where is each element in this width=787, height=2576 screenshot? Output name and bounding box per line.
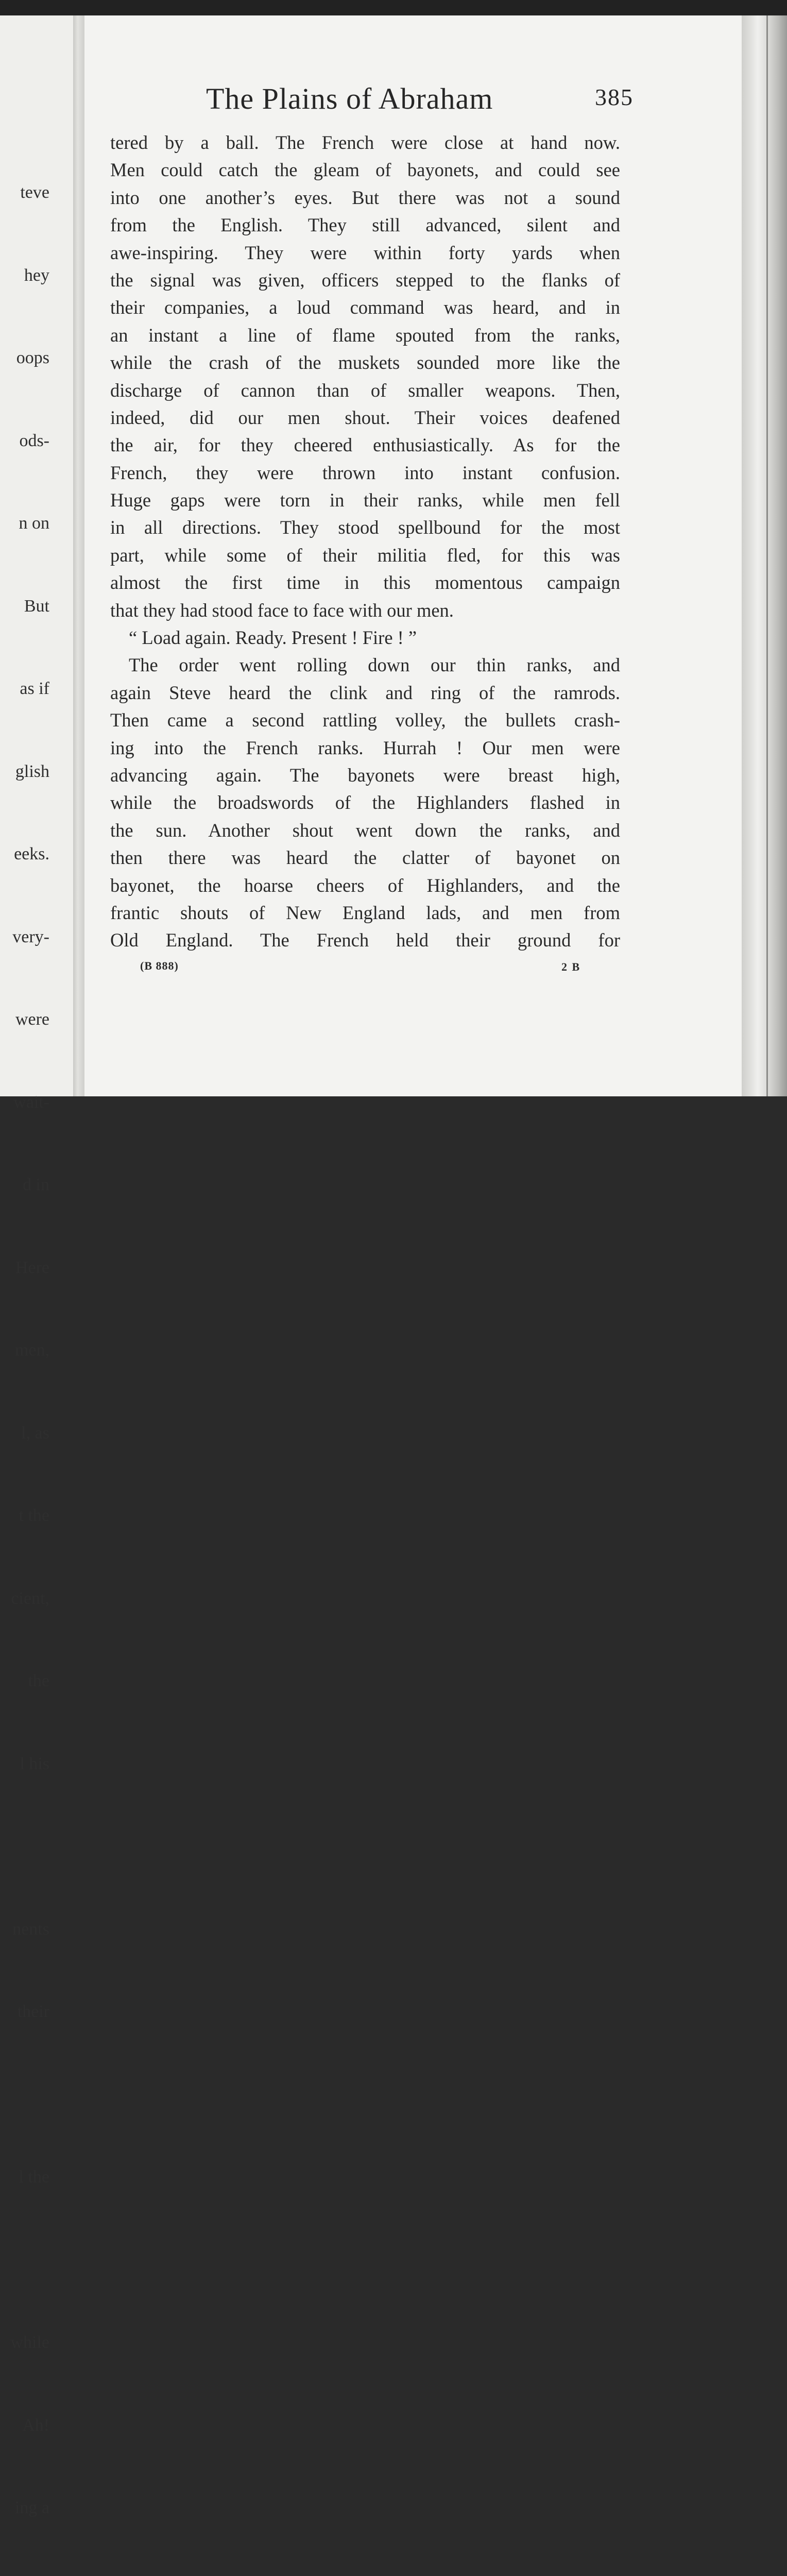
left-fragment-line: as if xyxy=(20,679,49,698)
book-gutter xyxy=(73,15,84,1096)
paragraph-first-line: The order went rolling down our thin ranks, and xyxy=(129,654,620,676)
text-line: in all directions. They stood spellbound for the most xyxy=(110,517,620,538)
left-fragment-line: the xyxy=(28,1671,49,1690)
running-title: The Plains of Abraham xyxy=(206,82,493,115)
left-fragment-line: l, as xyxy=(21,1423,49,1443)
text-line: the sun. Another shout went down the ranks, and xyxy=(110,819,620,841)
left-fragment-line: their xyxy=(17,2002,49,2021)
text-line: part, while some of their militia fled, for this was xyxy=(110,544,620,566)
text-line: the air, for they cheered enthusiastically. As for the xyxy=(110,434,620,456)
text-line: their companies, a loud command was heard, and in xyxy=(110,297,620,318)
text-line: the signal was given, officers stepped to the flanks of xyxy=(110,269,620,291)
left-fragment-line: men, xyxy=(14,1341,49,1360)
text-line: Huge gaps were torn in their ranks, while men fell xyxy=(110,489,620,511)
left-fragment-line: cient, xyxy=(11,1588,49,1608)
text-line: while the crash of the muskets sounded more like the xyxy=(110,352,620,374)
text-line: that they had stood face to face with our men. xyxy=(110,599,454,621)
page-body-text xyxy=(110,129,620,954)
left-page xyxy=(0,15,73,2517)
page-number: 385 xyxy=(595,84,634,110)
text-line: bayonet, the hoarse cheers of Highlanders, and the xyxy=(110,874,620,896)
text-line: Old England. The French held their ground for xyxy=(110,929,620,951)
text-line: into one another’s eyes. But there was not a sound xyxy=(110,187,620,208)
left-fragment-line xyxy=(10,2081,49,2109)
left-fragment-line: ods- xyxy=(19,431,49,450)
text-line: ing into the French ranks. Hurrah ! Our men were xyxy=(110,737,620,758)
left-fragment-line xyxy=(10,2246,49,2274)
left-fragment-line: d in xyxy=(23,1175,49,1194)
text-line: from the English. They still advanced, silent and xyxy=(110,214,620,236)
text-line: then there was heard the clatter of bayonet on xyxy=(110,847,620,869)
left-fragment-line: were xyxy=(15,1010,49,1029)
left-fragment-line: very- xyxy=(12,927,49,946)
page-edges xyxy=(742,15,787,1096)
running-header xyxy=(206,81,634,117)
left-fragment-line: oops xyxy=(16,348,49,367)
text-line: again Steve heard the clink and ring of the ramrods. xyxy=(110,682,620,703)
scan-top-border xyxy=(0,0,787,15)
left-fragment-line: wait- xyxy=(13,1092,49,1112)
left-page-text-fragments xyxy=(10,124,49,2576)
text-line: Men could catch the gleam of bayonets, and could see xyxy=(110,159,620,181)
text-line: Then came a second rattling volley, the bullets crash- xyxy=(110,709,620,731)
text-line: awe-inspiring. They were within forty yards when xyxy=(110,242,620,263)
text-line: French, they were thrown into instant confusion. xyxy=(110,462,620,483)
text-line: advancing again. The bayonets were breast high, xyxy=(110,764,620,786)
left-fragment-line: hey xyxy=(24,265,49,285)
left-fragment-line: ing a xyxy=(14,2498,49,2517)
left-fragment-line: while xyxy=(10,2333,49,2352)
text-line: while the broadswords of the Highlanders flashed in xyxy=(110,792,620,814)
left-fragment-line: nents xyxy=(12,1919,49,1939)
left-fragment-line: But xyxy=(24,596,49,616)
text-line: indeed, did our men shout. Their voices deafened xyxy=(110,406,620,428)
signature-mark: (B 888) xyxy=(140,959,179,972)
left-fragment-line: glish xyxy=(15,761,49,781)
text-line: almost the first time in this momentous campaign xyxy=(110,572,620,594)
text-line: frantic shouts of New England lads, and men from xyxy=(110,902,620,923)
left-fragment-line: t the xyxy=(19,1506,49,1525)
left-fragment-line: l the xyxy=(19,2167,49,2187)
left-fragment-line: eeks. xyxy=(14,844,49,863)
left-fragment-line: teve xyxy=(20,183,49,202)
gathering-mark: 2 B xyxy=(561,960,581,973)
text-line: discharge of cannon than of smaller weapons. Then, xyxy=(110,379,620,401)
text-line: tered by a ball. The French were close at hand now. xyxy=(110,132,620,153)
left-fragment-line: Ah! xyxy=(22,2415,49,2435)
quoted-command-line: “ Load again. Ready. Present ! Fire ! ” xyxy=(129,627,417,649)
left-fragment-line: Here xyxy=(15,1258,49,1277)
left-fragment-line xyxy=(10,1833,49,1860)
left-fragment-line: l his xyxy=(20,1754,49,1773)
text-line: an instant a line of flame spouted from the ranks, xyxy=(110,324,620,346)
left-fragment-line: n on xyxy=(19,514,49,533)
